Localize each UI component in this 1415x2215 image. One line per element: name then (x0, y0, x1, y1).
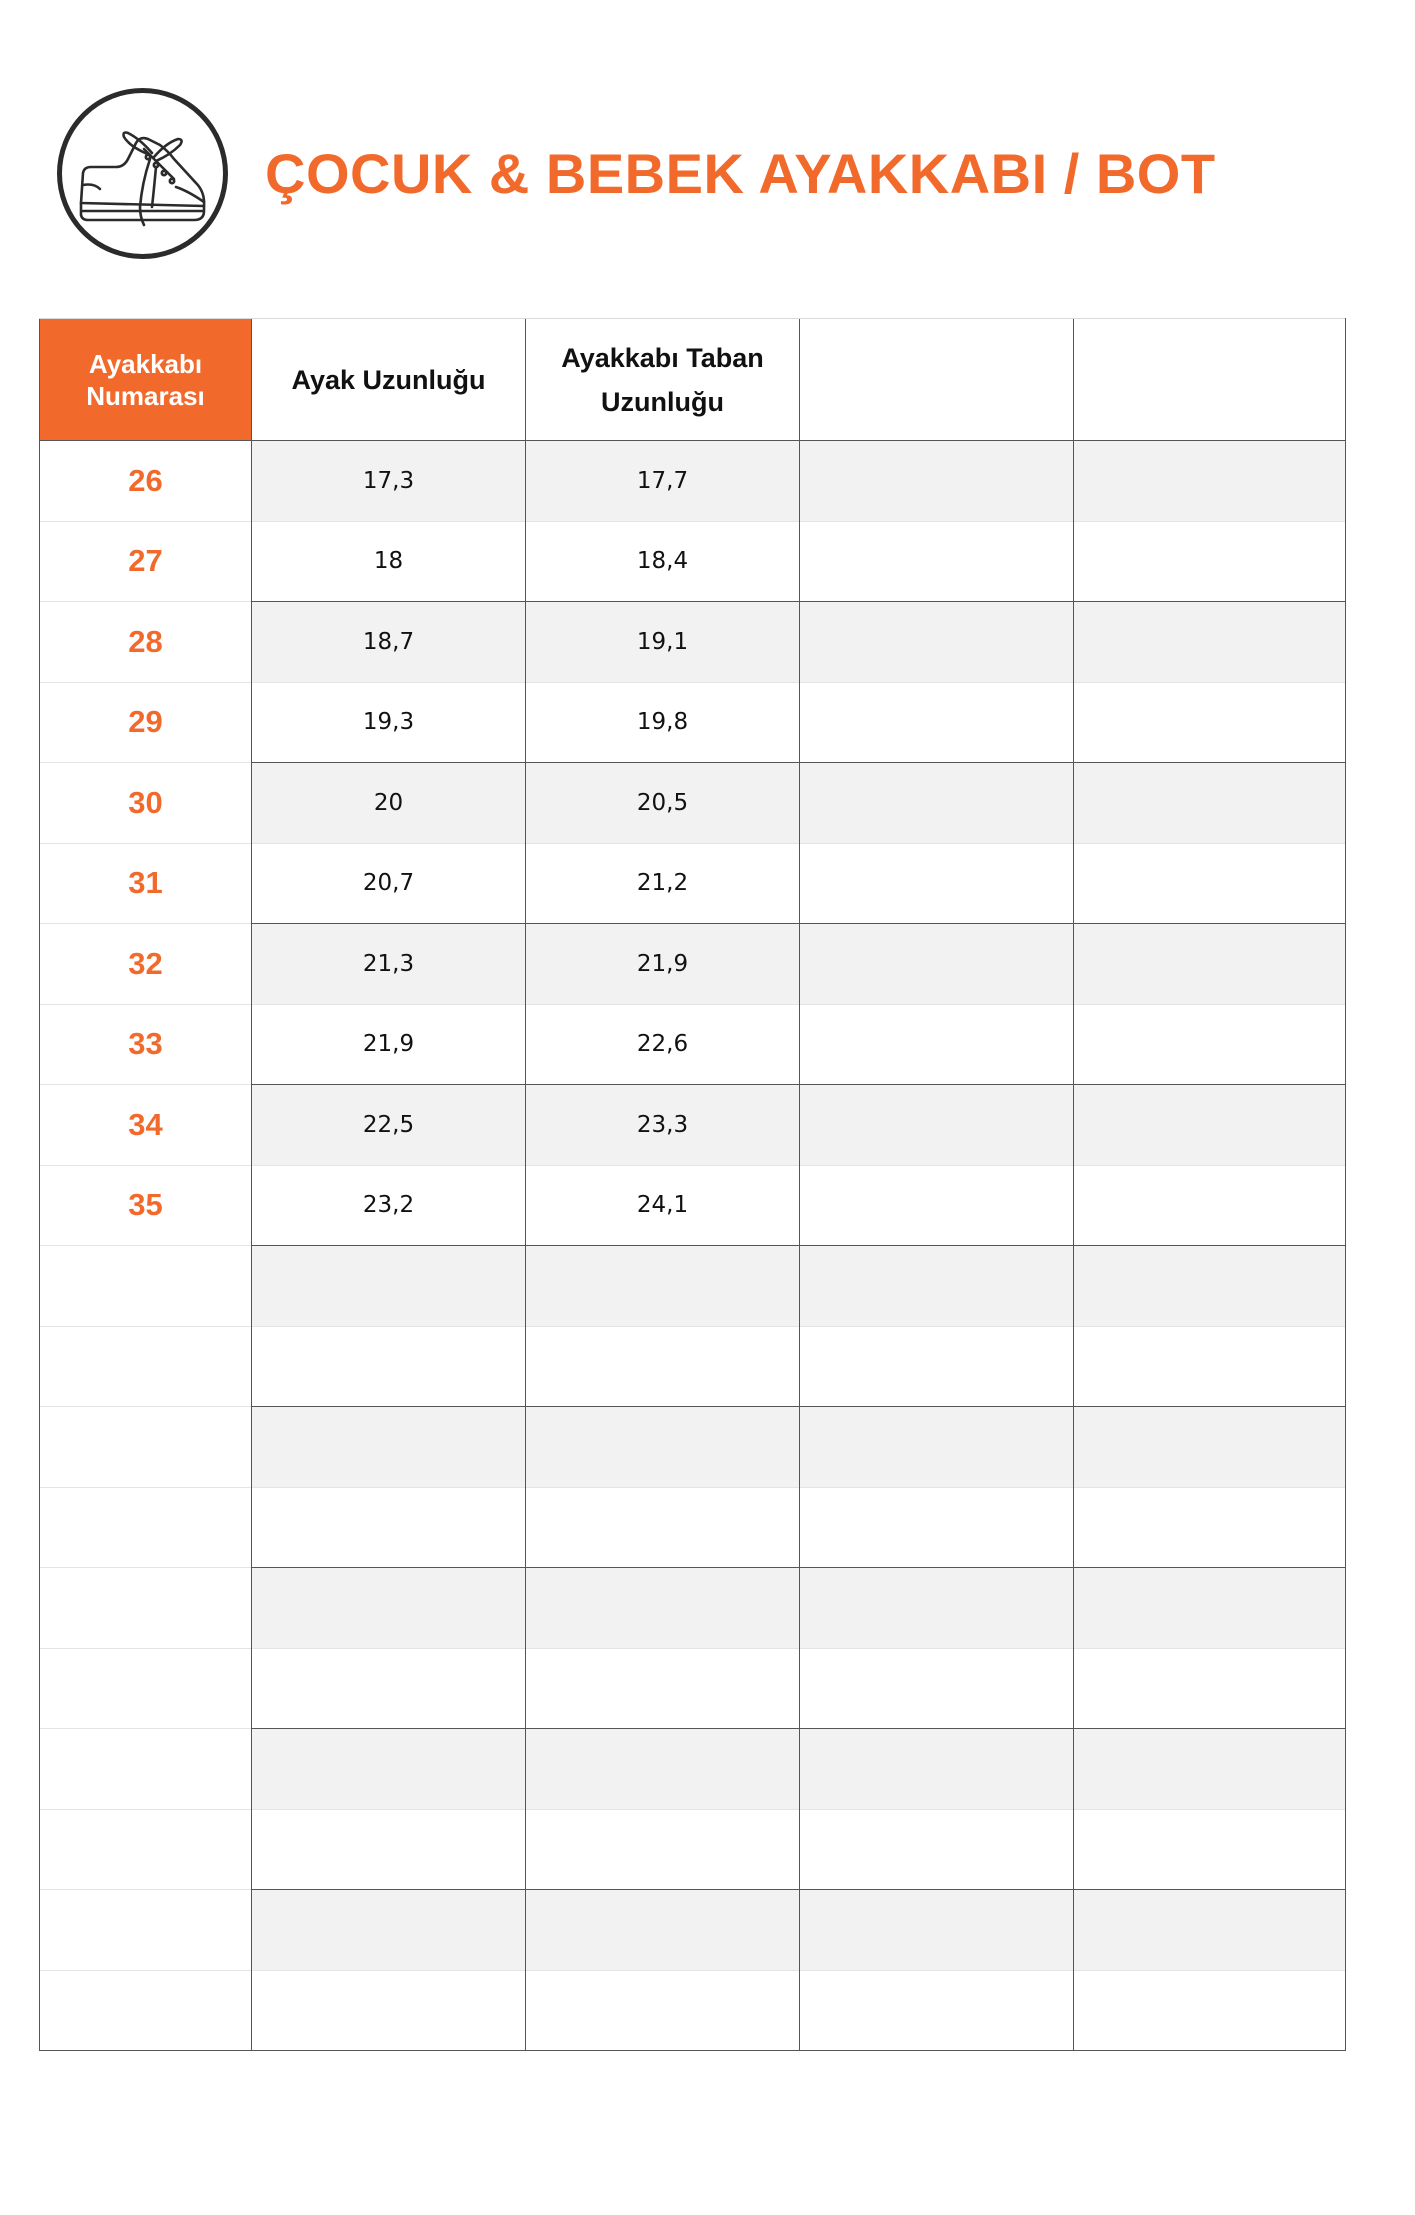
table-body (40, 441, 1346, 2051)
table-cell (800, 521, 1074, 602)
table-cell (800, 1165, 1074, 1246)
table-row (40, 1487, 1346, 1568)
table-row (40, 441, 1346, 522)
table-cell (1074, 1487, 1346, 1568)
header-sole-length: Ayakkabı Taban Uzunluğu (526, 319, 800, 441)
table-row (40, 763, 1346, 844)
table-row (40, 1004, 1346, 1085)
table-row (40, 1407, 1346, 1488)
table-cell: 19,3 (252, 682, 526, 763)
table-header-row (40, 319, 1346, 441)
table-cell (252, 1246, 526, 1327)
table-row (40, 1085, 1346, 1166)
table-cell (800, 763, 1074, 844)
table-cell: 24,1 (526, 1165, 800, 1246)
table-row (40, 1809, 1346, 1890)
table-row (40, 682, 1346, 763)
table-cell (526, 1970, 800, 2051)
table-cell (252, 1568, 526, 1649)
table-cell: 23,3 (526, 1085, 800, 1166)
table-cell (252, 1729, 526, 1810)
table-cell (526, 1809, 800, 1890)
table-cell (1074, 1407, 1346, 1488)
shoe-size-cell: 27 (40, 521, 252, 602)
table-cell (800, 843, 1074, 924)
table-cell: 21,3 (252, 924, 526, 1005)
table-cell: 19,1 (526, 602, 800, 683)
table-row (40, 1568, 1346, 1649)
table-cell (252, 1809, 526, 1890)
table-cell: 21,2 (526, 843, 800, 924)
table-cell (252, 1648, 526, 1729)
table-cell (1074, 1568, 1346, 1649)
table-row (40, 1246, 1346, 1327)
shoe-size-cell: 33 (40, 1004, 252, 1085)
table-row (40, 521, 1346, 602)
table-cell (1074, 1970, 1346, 2051)
table-row (40, 1648, 1346, 1729)
header-foot-length: Ayak Uzunluğu (252, 319, 526, 441)
shoe-size-cell (40, 1326, 252, 1407)
shoe-size-cell: 26 (40, 441, 252, 522)
table-cell (526, 1729, 800, 1810)
sneaker-icon (56, 87, 229, 260)
table-row (40, 1729, 1346, 1810)
table-row (40, 1970, 1346, 2051)
shoe-size-cell (40, 1487, 252, 1568)
table-cell (1074, 602, 1346, 683)
table-row (40, 602, 1346, 683)
table-row (40, 843, 1346, 924)
table-cell (800, 924, 1074, 1005)
table-cell: 18,7 (252, 602, 526, 683)
table-row (40, 1890, 1346, 1971)
shoe-size-cell: 28 (40, 602, 252, 683)
table-cell (800, 1809, 1074, 1890)
table-cell (800, 1970, 1074, 2051)
table-cell: 17,7 (526, 441, 800, 522)
table-cell: 18,4 (526, 521, 800, 602)
header-empty-1 (800, 319, 1074, 441)
table-cell (1074, 843, 1346, 924)
table-cell (1074, 441, 1346, 522)
table-row (40, 924, 1346, 1005)
table-cell (1074, 1246, 1346, 1327)
table-cell: 22,5 (252, 1085, 526, 1166)
table-cell (1074, 1729, 1346, 1810)
page-title: ÇOCUK & BEBEK AYAKKABI / BOT (265, 142, 1216, 205)
table-cell (1074, 763, 1346, 844)
header-shoe-size: Ayakkabı Numarası (40, 319, 252, 441)
shoe-size-cell: 29 (40, 682, 252, 763)
table-row (40, 1165, 1346, 1246)
shoe-size-cell: 34 (40, 1085, 252, 1166)
table-cell: 20,7 (252, 843, 526, 924)
table-cell (526, 1648, 800, 1729)
table-cell: 19,8 (526, 682, 800, 763)
sneaker-logo (56, 87, 229, 260)
shoe-size-cell: 35 (40, 1165, 252, 1246)
table-cell (1074, 1890, 1346, 1971)
table-cell (526, 1326, 800, 1407)
shoe-size-cell: 31 (40, 843, 252, 924)
table-cell (1074, 1326, 1346, 1407)
shoe-size-cell (40, 1407, 252, 1488)
table-cell (800, 1085, 1074, 1166)
table-cell: 21,9 (526, 924, 800, 1005)
table-cell: 20 (252, 763, 526, 844)
table-cell (526, 1487, 800, 1568)
table-cell: 22,6 (526, 1004, 800, 1085)
table-cell (526, 1568, 800, 1649)
table-cell (526, 1407, 800, 1488)
table-cell (1074, 1648, 1346, 1729)
table-cell (800, 1326, 1074, 1407)
table-cell (252, 1407, 526, 1488)
shoe-size-cell (40, 1809, 252, 1890)
table-cell (800, 1729, 1074, 1810)
shoe-size-cell: 32 (40, 924, 252, 1005)
shoe-size-cell (40, 1568, 252, 1649)
table-cell (252, 1487, 526, 1568)
shoe-size-cell (40, 1729, 252, 1810)
shoe-size-cell (40, 1246, 252, 1327)
table-cell (526, 1890, 800, 1971)
table-cell (800, 1487, 1074, 1568)
table-cell (800, 1568, 1074, 1649)
header-empty-2 (1074, 319, 1346, 441)
table-cell (800, 1004, 1074, 1085)
table-cell (1074, 924, 1346, 1005)
table-cell (800, 602, 1074, 683)
table-cell (1074, 1809, 1346, 1890)
table-cell: 18 (252, 521, 526, 602)
shoe-size-cell (40, 1970, 252, 2051)
table-cell (1074, 521, 1346, 602)
table-cell (526, 1246, 800, 1327)
table-cell (1074, 1085, 1346, 1166)
table-cell: 21,9 (252, 1004, 526, 1085)
table-cell (1074, 1004, 1346, 1085)
table-cell (800, 1648, 1074, 1729)
shoe-size-cell (40, 1890, 252, 1971)
table-cell (800, 1407, 1074, 1488)
table-cell (800, 1890, 1074, 1971)
table-row (40, 1326, 1346, 1407)
table-cell: 20,5 (526, 763, 800, 844)
table-cell: 23,2 (252, 1165, 526, 1246)
table-cell (1074, 1165, 1346, 1246)
table-cell (252, 1890, 526, 1971)
table-cell (800, 1246, 1074, 1327)
size-chart-table (39, 318, 1346, 2051)
table-cell (252, 1970, 526, 2051)
table-cell (1074, 682, 1346, 763)
table-cell: 17,3 (252, 441, 526, 522)
shoe-size-cell: 30 (40, 763, 252, 844)
shoe-size-cell (40, 1648, 252, 1729)
table-cell (800, 441, 1074, 522)
table-cell (800, 682, 1074, 763)
table-cell (252, 1326, 526, 1407)
